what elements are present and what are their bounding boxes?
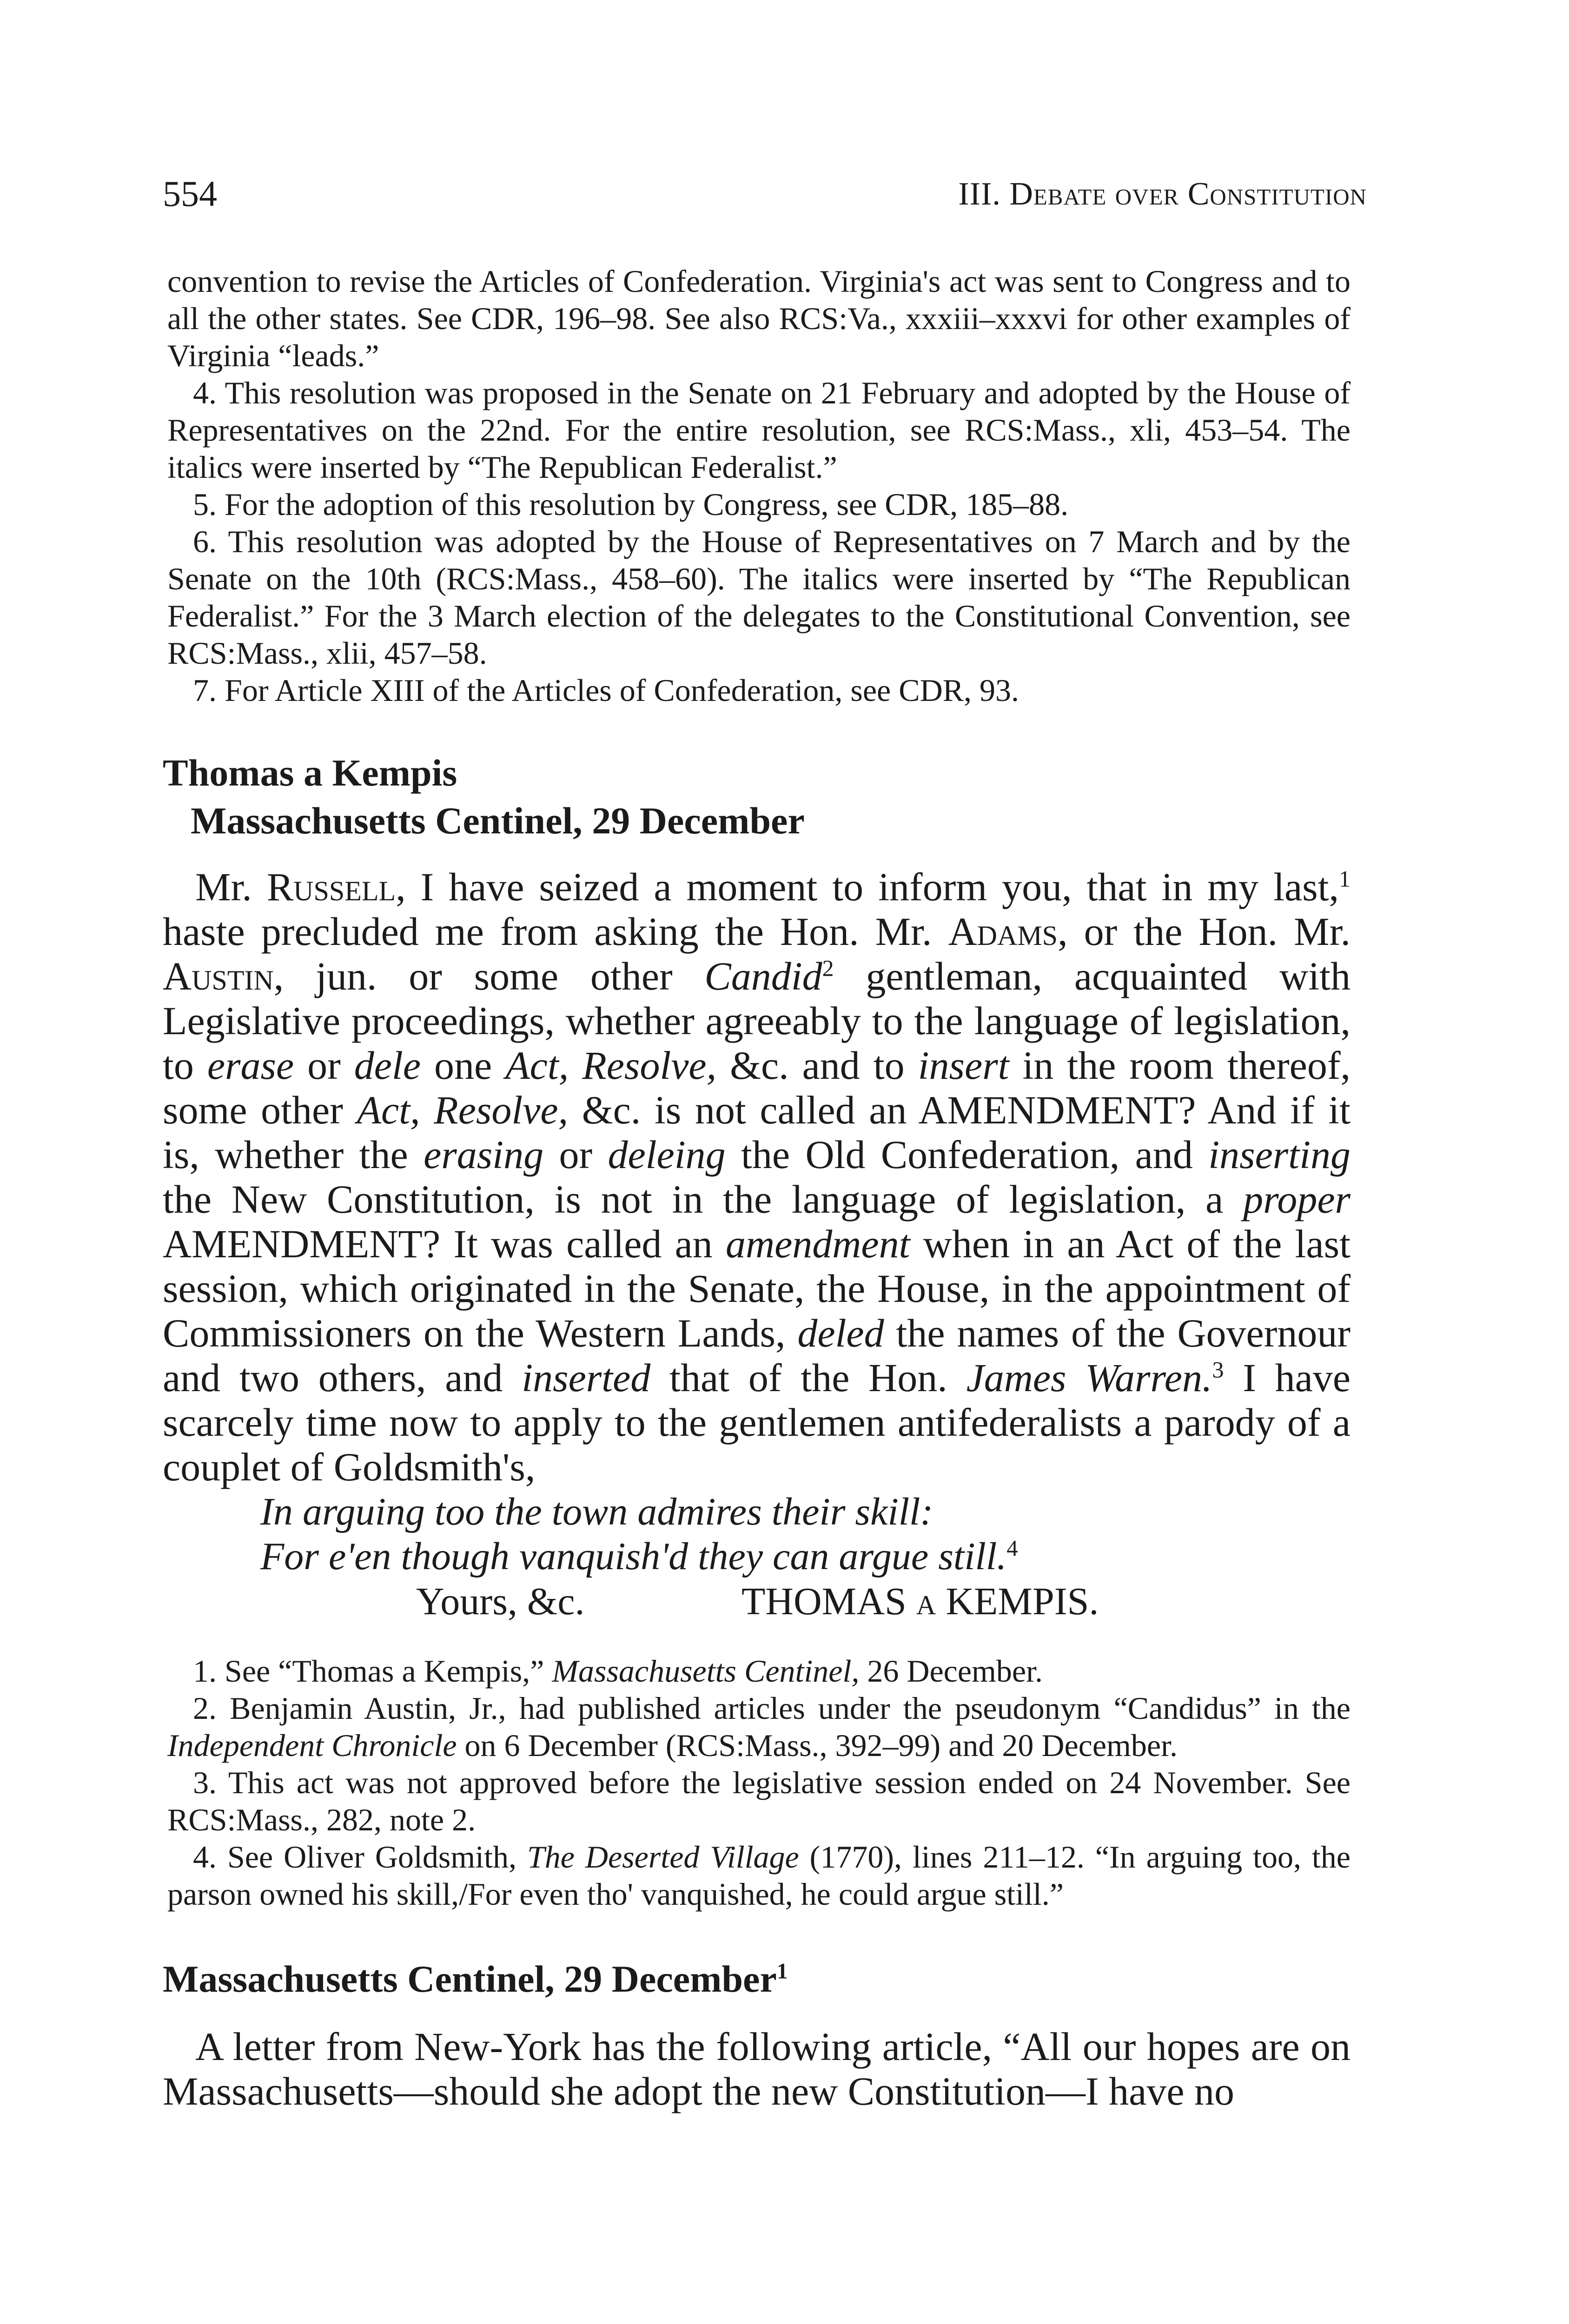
verse-line-1: In arguing too the town admires their skill: [260,1490,933,1533]
footnote-5: 5. For the adoption of this resolution by Congress, see CDR, 185–88. [193,487,1069,522]
note-2: 2. Benjamin Austin, Jr., had published articles under the pseudonym “Candidus” in the Independent Chronicle on 6 December (RCS:Mass., 392–99) and 20 December. [167,1690,1351,1763]
verse-couplet [260,1490,1018,1579]
footnote-ref-2: 2 [822,955,834,981]
note-1: 1. See “Thomas a Kempis,” Massachusetts Centinel, 26 December. [193,1653,1043,1689]
footnote-7: 7. For Article XIII of the Articles of Confederation, see CDR, 93. [193,673,1020,708]
footnotes-continued [167,263,1351,709]
section-title-thomas-a-kempis: Thomas a Kempis [163,752,457,794]
footnote-ref-3: 3 [1212,1357,1224,1383]
section-title-centinel-29-december: Massachusetts Centinel, 29 December$^1$ [163,1958,788,2000]
running-title: III. Debate over Constitution [958,176,1367,212]
note-4: 4. See Oliver Goldsmith, The Deserted Village (1770), lines 211–12. “In arguing too, the parson owned his skill,/For even tho' vanquished, he could argue still.” [167,1839,1351,1912]
page-number: 554 [163,173,217,214]
section-subtitle-centinel: Massachusetts Centinel, 29 December [191,799,805,842]
footnote-ref-1: 1 [1339,866,1351,892]
signoff-yours: Yours, &c. [416,1580,585,1623]
footnote-4: 4. This resolution was proposed in the Senate on 21 February and adopted by the House of Representatives on the 22nd. For the entire resolution, see RCS:Mass., xli, 453–54. The italics were inserted by “The Republican Federalist.” [167,375,1351,485]
signoff-signature: THOMAS a KEMPIS. [741,1580,1099,1623]
footnote-continuation: convention to revise the Articles of Confederation. Virginia's act was sent to Congress and to all the other states. See CDR, 196–98. See also RCS:Va., xxxiii–xxxvi for other examples of Virginia “leads.” [167,264,1351,373]
note-3: 3. This act was not approved before the legislative session ended on 24 November. See RCS:Mass., 282, note 2. [167,1765,1351,1837]
footnote-ref-4: 4 [1006,1536,1018,1561]
letter-body: Mr. Russell, I have seized a moment to inform you, that in my last,$^1$ haste precluded me from asking the Hon. Mr. Adams, or the Hon. Mr. Austin, jun. or some other Candid$^2$ gentleman, acquainted with Legislative proceedings, whether agreeably to the language of legislation, to erase or dele one Act, Resolve, &c. and to insert in the room thereof, some other Act, Resolve, &c. is not called an AMENDMENT? And if it is, whether the erasing or deleing the Old Confederation, and inserting the New Constitution, is not in the language of legislation, a proper AMENDMENT? It was called an amendment when in an Act of the last session, which originated in the Senate, the House, in the appointment of Commissioners on the Western Lands, deled the names of the Governour and two others, and inserted that of the Hon. James Warren.$^3$ I have scarcely time now to apply to the gentlemen antifederalists a parody of a couplet of Goldsmith's, [163,865,1351,1489]
article-body: A letter from New-York has the following article, “All our hopes are on Massachusetts—should she adopt the new Constitution—I have no [163,2024,1351,2113]
footnote-ref-section2: 1 [776,1959,788,1984]
page-header [163,173,1367,224]
verse-line-2: For e'en though vanquish'd they can argue still.$^4$ [260,1535,1018,1578]
section1-footnotes [167,1652,1351,1913]
footnote-6: 6. This resolution was adopted by the House of Representatives on 7 March and by the Senate on the 10th (RCS:Mass., 458–60). The italics were inserted by “The Republican Federalist.” For the 3 March election of the delegates to the Constitutional Convention, see RCS:Mass., xlii, 457–58. [167,524,1351,671]
